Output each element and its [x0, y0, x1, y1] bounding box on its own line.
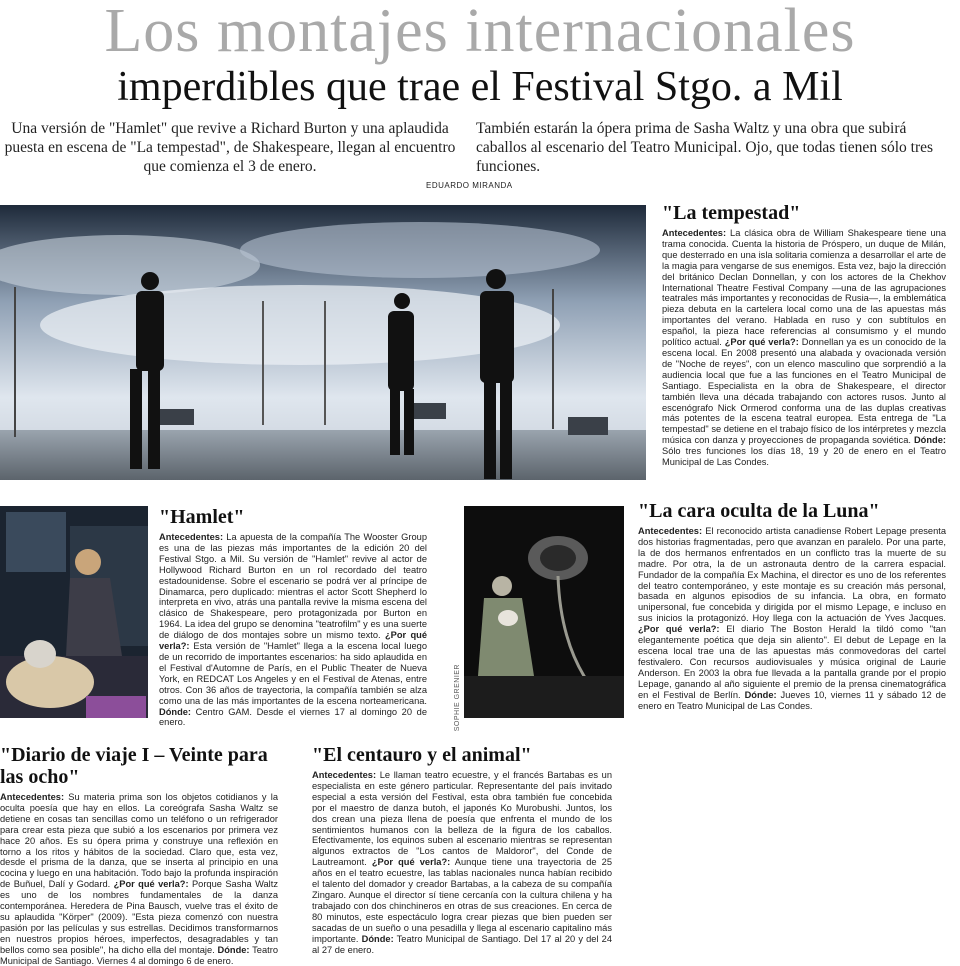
- antecedentes-label: Antecedentes:: [638, 526, 703, 536]
- story-title: "El centauro y el animal": [312, 744, 532, 766]
- donde-label: Dónde:: [744, 689, 777, 700]
- photo-la-tempestad: [0, 205, 646, 480]
- antecedentes-text: Le llaman teatro ecuestre, y el francés Bartabas es un especialista en este género particular. Representante del país invitado especial a esta versión del Festival, esta obra también fue concebida por el maestro de danza butoh, el japonés Ko Murobushi. Juntos, los dos crean una pieza llena de poesía que enfrenta el mundo de los sentimientos humanos con la belleza de la figura de los caballos. Efectivamente, los equinos suben al escenario mientras se representan algunos extractos de "Los cantos de Maldoror", del Conde de Lautreamont.: [312, 770, 612, 868]
- story-title: "La tempestad": [662, 202, 801, 224]
- antecedentes-text: La apuesta de la compañía The Wooster Group es una de las piezas más importantes de la edición 20 del Festival Stgo. a Mil. Su versión de "Hamlet" revive al actor de Hollywood Richard Burton en un rol recordado del teatro estadounidense. Sobre el escenario se podrá ver al príncipe de Dinamarca, pero duplicado: mientras el actor Scott Shepherd lo interpreta en vivo, atrás una pantalla revive la misma escena del clásico de Shakespeare, pero protagonizada por Burton en 1964. La idea del grupo se denomina "teatrofilm" y es una suerte de diálogo de dos montajes sobre un mismo texto.: [159, 532, 427, 641]
- story-body: [312, 770, 612, 955]
- porque-label: ¿Por qué verla?:: [159, 630, 427, 652]
- donde-text: Sólo tres funciones los días 18, 19 y 20 de enero en el Teatro Municipal de Las Condes.: [662, 446, 946, 468]
- story-body: [638, 526, 946, 711]
- story-title: "Hamlet": [159, 506, 245, 528]
- deck-right: También estarán la ópera prima de Sasha Waltz y una obra que subirá caballos al escenario del Teatro Municipal. Ojo, que todas tienen sólo tres funciones.: [476, 120, 934, 175]
- porque-text: Esta versión de "Hamlet" llega a la escena local luego de un recorrido de importantes escenarios: ha sido aplaudida en el Festival d'Automne de París, en el Public Theater de Nueva York, en REDCAT Los Angeles y en el Festival de Atenas, entre otros. Con 36 años de trayectoria, la compañía también se alza como una de las más importantes de la escena norteamericana.: [159, 641, 427, 706]
- story-la-cara-oculta-de-la-luna: [638, 500, 946, 711]
- story-body: [0, 792, 278, 966]
- antecedentes-text: La clásica obra de William Shakespeare tiene una trama conocida. Cuenta la historia de Próspero, un duque de Milán, que desterrado en una isla solitaria comienza a desarrollar el arte de la magia para vengarse de sus enemigos. Esta vez, bajo la dirección del británico Declan Donnellan, y con los actores de la Chekhov International Theatre Festival Company —una de las agrupaciones teatrales más importantes y reconocidas de Rusia—, la emblemática pieza debuta en la cartelera local como una de las apuestas más importantes del verano. Hablada en ruso y con subtítulos en español, la pieza hace referencias al consumismo y el mundo político actual.: [662, 228, 946, 348]
- porque-text: Aunque tiene una trayectoria de 25 años en el teatro ecuestre, las tablas nacionales nunca habían recibido el talento del domador y creador Bartabas, a la cabeza de su compañía Zingaro. Aunque el director sí tiene cercanía con la cultura chilena y ha trabajado con dos chinchineros en otras de sus creaciones. En cerca de 80 minutos, este espectáculo logra crear piezas que bien pueden ser sacadas de un sueño o una pesadilla y llega al escenario capitalino más importante.: [312, 857, 612, 944]
- porque-label: ¿Por qué verla?:: [371, 857, 451, 868]
- donde-text: Centro GAM. Desde el viernes 17 al domingo 20 de enero.: [159, 706, 427, 728]
- photo-hamlet: [0, 506, 148, 718]
- antecedentes-text: El reconocido artista canadiense Robert Lepage presenta dos historias fragmentadas, pero que avanzan en paralelo. Por una parte, la de dos hermanos enfrentados en un conflicto tras la muerte de su madre. Por otra, la de un astronauta dentro de la carrera espacial. Fundador de la compañía Ex Machina, el director es uno de los referentes del teatro contemporáneo, y este montaje es su creación más personal, basada en algunos episodios de su infancia. La obra, en formato unipersonal, fue concebida y dirigida por el mismo Lepage, e incluso en sus inicios la protagonizó. Hoy llega con la actuación de Yves Jacques.: [638, 526, 946, 624]
- story-el-centauro-y-el-animal: [312, 744, 612, 955]
- headline-line-1: Los montajes internacionales: [104, 0, 856, 65]
- antecedentes-label: Antecedentes:: [0, 792, 65, 802]
- photo-la-cara-oculta-de-la-luna: [464, 506, 624, 718]
- porque-text: El diario The Boston Herald la tildó como "tan elegantemente poética que deja sin aliento". El debut de Lepage en la escena local trae una de las apuestas más conmovedoras del cartel festivalero. Con recursos audiovisuales y música original de Laurie Anderson. En 2003 la obra fue llevada a la pantalla grande por el propio Lepage, ganando al año siguiente el premio de la prensa cinematográfica en el Festival de Berlín.: [638, 624, 947, 700]
- donde-label: Dónde:: [217, 944, 250, 955]
- story-body: [159, 532, 427, 728]
- donde-text: Teatro Municipal de Santiago. Viernes 4 al domingo 6 de enero.: [0, 944, 278, 966]
- antecedentes-label: Antecedentes:: [159, 532, 224, 542]
- antecedentes-label: Antecedentes:: [312, 770, 377, 780]
- donde-label: Dónde:: [361, 933, 394, 944]
- antecedentes-label: Antecedentes:: [662, 228, 727, 238]
- photo-credit: SOPHIE GRENIER: [454, 664, 461, 732]
- porque-text: Porque Sasha Waltz es uno de los nombres fundamentales de la danza contemporánea. Heredera de Pina Bausch, vuelve tras el éxito de su aplaudida "Körper" (2009). "Esta pieza comenzó con nuestra pasión por las películas y sus estrellas. Decidimos transformarnos en nuestros propios héroes, imperfectos, desagradables y tan bellos como sea posible", ha dicho ella del montaje.: [0, 879, 278, 955]
- antecedentes-text: Su materia prima son los objetos cotidianos y la oculta poesía que hay en ellos. La coreógrafa Sasha Waltz se detiene en cosas tan sencillas como un teléfono o un refrigerador para crear esta pieza que subió a los escenarios por primera vez hace 20 años. Es su ópera prima y construye una reflexión en torno a los ritos y hábitos de la sociedad. Claro que, esta vez, desde el prisma de la danza, que se inserta al principio en una cocina y luego en una habitación. Todo bajo la profunda inspiración de Buñuel, Dalí y Godard.: [0, 792, 278, 890]
- byline: EDUARDO MIRANDA: [426, 181, 513, 190]
- story-diario-de-viaje: [0, 744, 278, 966]
- donde-label: Dónde:: [159, 706, 192, 717]
- story-title: "La cara oculta de la Luna": [638, 500, 880, 522]
- donde-text: Jueves 10, viernes 11 y sábado 12 de enero en Teatro Municipal de Las Condes.: [638, 689, 946, 711]
- porque-label: ¿Por qué verla?:: [638, 624, 720, 635]
- headline-line-2: imperdibles que trae el Festival Stgo. a Mil: [117, 64, 843, 110]
- porque-label: ¿Por qué verla?:: [113, 879, 189, 890]
- porque-text: Donnellan ya es un conocido de la escena local. En 2008 presentó una alabada y ovacionada versión de "Noche de reyes", con un elenco masculino que sorprendió a la audiencia local que fue a las funciones en el Teatro Municipal de Santiago. Especialista en la obra de Shakespeare, el director también lleva una década trabajando con actores rusos. Junto al escenógrafo Nick Ormerod conforma una de las duplas creativas más potentes de la escena teatral europea. Esta entrega de "La tempestad" se detiene en el trabajo físico de los intérpretes y mezcla música con danza y proyecciones de propaganda soviética.: [662, 337, 946, 446]
- story-title: "Diario de viaje I – Veinte para las ocho": [0, 744, 268, 788]
- donde-text: Teatro Municipal de Santiago. Del 17 al 20 y del 24 al 27 de enero.: [312, 933, 612, 955]
- donde-label: Dónde:: [913, 435, 946, 446]
- story-body: [662, 228, 946, 468]
- deck-left: Una versión de "Hamlet" que revive a Richard Burton y una aplaudida puesta en escena de "La tempestad", de Shakespeare, llegan al encuentro que comienza el 3 de enero.: [4, 120, 456, 175]
- story-la-tempestad: [662, 202, 946, 468]
- story-hamlet: [159, 506, 427, 728]
- porque-label: ¿Por qué verla?:: [724, 337, 799, 348]
